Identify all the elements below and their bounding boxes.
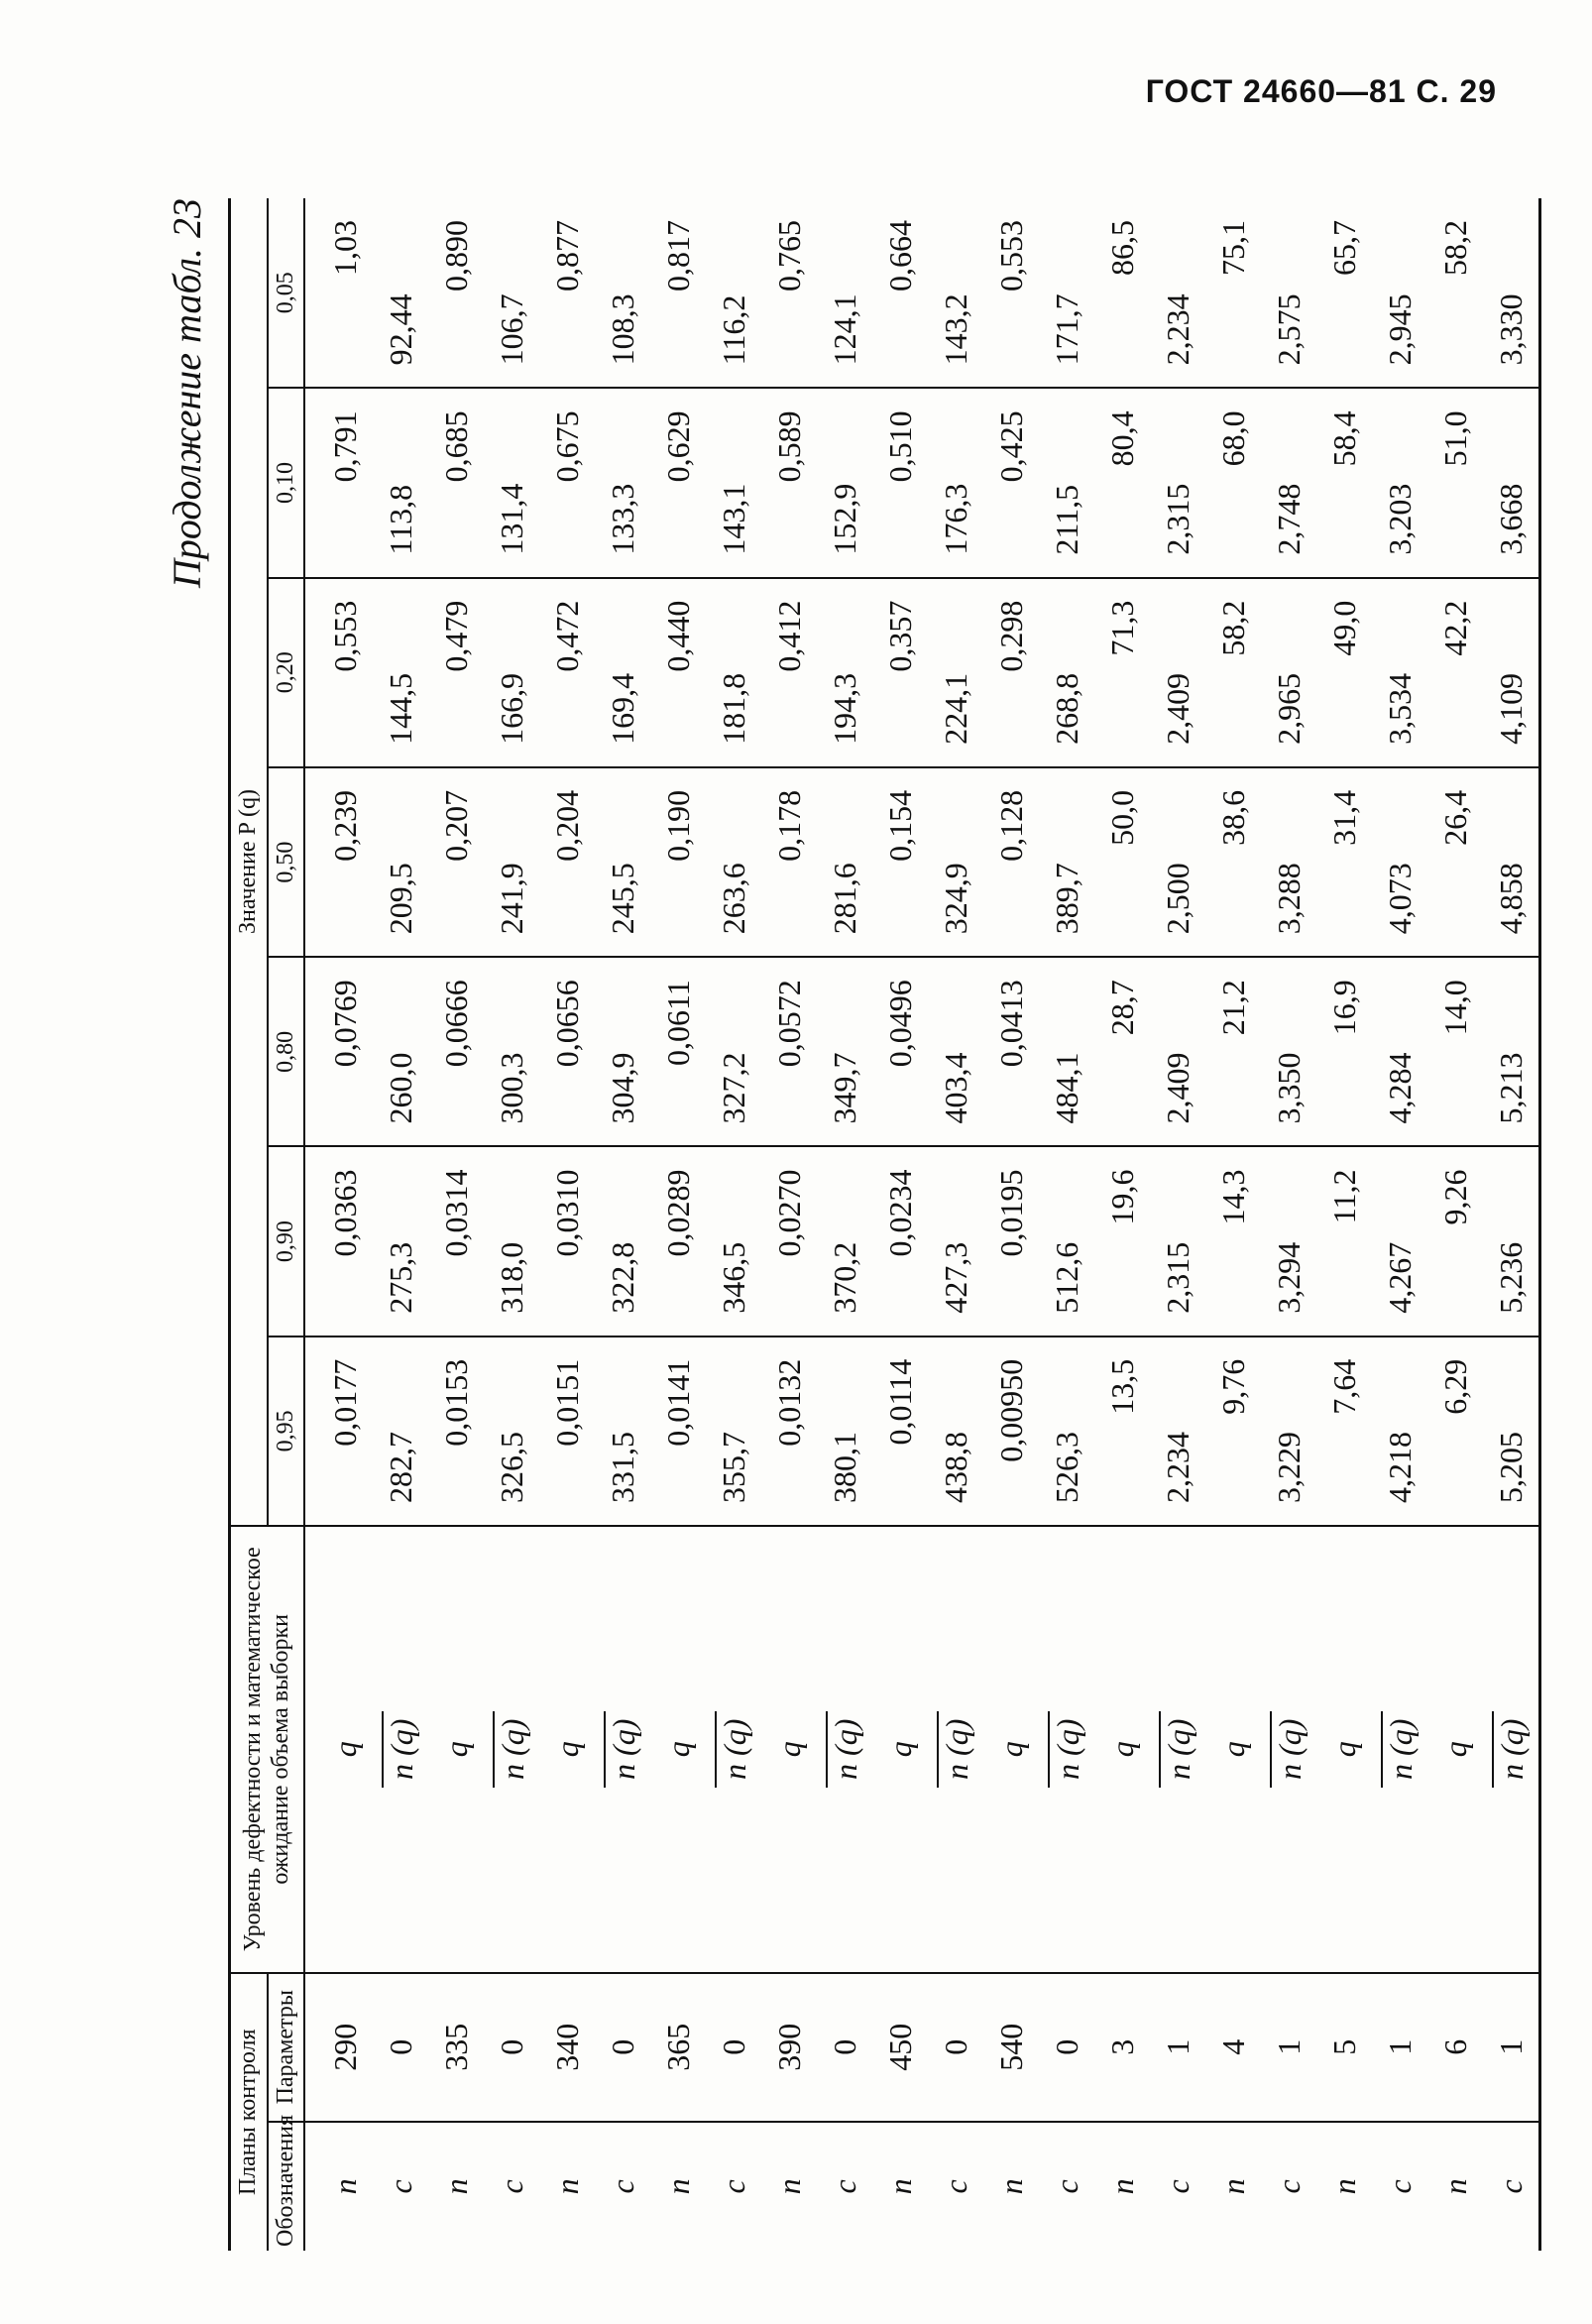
n-of-q-symbol: n (q) — [715, 1711, 753, 1788]
table-row — [872, 198, 928, 2251]
level-cell — [1150, 1526, 1205, 1973]
level-cell — [706, 1526, 761, 1973]
value-cell: 2,234 — [1150, 198, 1205, 388]
q-symbol: q — [659, 1741, 696, 1758]
value-cell: 0,0666 — [428, 957, 484, 1146]
designation-cell: c — [1492, 2179, 1529, 2194]
designation-cell: c — [1381, 2179, 1418, 2194]
value-cell: 0,472 — [539, 578, 595, 767]
level-cell — [1094, 1526, 1150, 1973]
designation-cell: n — [992, 2178, 1029, 2195]
value-cell: 2,409 — [1150, 957, 1205, 1146]
value-cell: 144,5 — [373, 578, 428, 767]
parameters-header: Параметры — [268, 1973, 305, 2122]
parameter-cell: 0 — [1039, 1973, 1094, 2122]
data-table — [228, 198, 1541, 2251]
table-row — [1427, 198, 1483, 2251]
value-cell: 13,5 — [1094, 1336, 1150, 1526]
level-cell — [817, 1526, 872, 1973]
value-cell: 282,7 — [373, 1336, 428, 1526]
table-row — [1316, 198, 1372, 2251]
value-cell: 0,178 — [761, 767, 817, 957]
value-cell: 75,1 — [1205, 198, 1261, 388]
level-cell — [428, 1526, 484, 1973]
value-cell: 389,7 — [1039, 767, 1094, 957]
values-group-header: Значение P (q) — [230, 198, 268, 1526]
table-row — [706, 198, 761, 2251]
value-cell: 0,0769 — [304, 957, 373, 1146]
designation-cell: n — [326, 2178, 363, 2195]
n-of-q-symbol: n (q) — [493, 1711, 531, 1788]
parameter-cell: 1 — [1483, 1973, 1540, 2122]
designation-cell: c — [1159, 2179, 1195, 2194]
value-cell: 5,236 — [1483, 1146, 1540, 1336]
value-cell: 152,9 — [817, 388, 872, 577]
parameter-cell: 0 — [706, 1973, 761, 2122]
value-cell: 71,3 — [1094, 578, 1150, 767]
value-cell: 355,7 — [706, 1336, 761, 1526]
value-cell: 0,675 — [539, 388, 595, 577]
value-cell: 0,0132 — [761, 1336, 817, 1526]
value-cell: 2,575 — [1261, 198, 1316, 388]
value-cell: 346,5 — [706, 1146, 761, 1336]
level-cell — [872, 1526, 928, 1973]
value-cell: 3,288 — [1261, 767, 1316, 957]
value-cell: 2,945 — [1372, 198, 1427, 388]
group-plans-header: Планы контроля — [230, 1973, 268, 2251]
q-symbol: q — [326, 1741, 363, 1758]
value-cell: 49,0 — [1316, 578, 1372, 767]
table-row — [1372, 198, 1427, 2251]
level-cell — [928, 1526, 983, 1973]
value-cell: 6,29 — [1427, 1336, 1483, 1526]
value-cell: 331,5 — [595, 1336, 650, 1526]
table-row — [817, 198, 872, 2251]
value-cell: 281,6 — [817, 767, 872, 957]
value-cell: 92,44 — [373, 198, 428, 388]
value-cell: 2,234 — [1150, 1336, 1205, 1526]
value-cell: 38,6 — [1205, 767, 1261, 957]
value-cell: 0,0141 — [650, 1336, 706, 1526]
designation-cell: n — [437, 2178, 474, 2195]
value-cell: 133,3 — [595, 388, 650, 577]
value-cell: 4,073 — [1372, 767, 1427, 957]
value-cell: 0,629 — [650, 388, 706, 577]
value-cell: 3,229 — [1261, 1336, 1316, 1526]
q-symbol: q — [770, 1741, 807, 1758]
table-row — [983, 198, 1039, 2251]
value-cell: 3,350 — [1261, 957, 1316, 1146]
p-level-header: 0,80 — [268, 957, 305, 1146]
value-cell: 14,0 — [1427, 957, 1483, 1146]
value-cell: 263,6 — [706, 767, 761, 957]
value-cell: 324,9 — [928, 767, 983, 957]
value-cell: 211,5 — [1039, 388, 1094, 577]
value-cell: 0,791 — [304, 388, 373, 577]
value-cell: 58,2 — [1427, 198, 1483, 388]
designation-cell: n — [659, 2178, 696, 2195]
q-symbol: q — [1214, 1741, 1251, 1758]
value-cell: 0,479 — [428, 578, 484, 767]
value-cell: 275,3 — [373, 1146, 428, 1336]
value-cell: 0,0363 — [304, 1146, 373, 1336]
value-cell: 2,748 — [1261, 388, 1316, 577]
table-row — [928, 198, 983, 2251]
parameter-cell: 3 — [1094, 1973, 1150, 2122]
table-row — [304, 198, 373, 2251]
value-cell: 16,9 — [1316, 957, 1372, 1146]
table-row — [1150, 198, 1205, 2251]
value-cell: 512,6 — [1039, 1146, 1094, 1336]
p-level-header: 0,10 — [268, 388, 305, 577]
value-cell: 14,3 — [1205, 1146, 1261, 1336]
value-cell: 0,589 — [761, 388, 817, 577]
value-cell: 526,3 — [1039, 1336, 1094, 1526]
value-cell: 0,204 — [539, 767, 595, 957]
value-cell: 0,0572 — [761, 957, 817, 1146]
table-row — [1483, 198, 1540, 2251]
table-caption: Продолжение табл. 23 — [165, 198, 209, 589]
value-cell: 318,0 — [484, 1146, 539, 1336]
value-cell: 4,267 — [1372, 1146, 1427, 1336]
value-cell: 9,26 — [1427, 1146, 1483, 1336]
value-cell: 51,0 — [1427, 388, 1483, 577]
q-symbol: q — [548, 1741, 585, 1758]
table-row — [373, 198, 428, 2251]
value-cell: 349,7 — [817, 957, 872, 1146]
designation-cell: n — [1214, 2178, 1251, 2195]
value-cell: 0,440 — [650, 578, 706, 767]
value-cell: 304,9 — [595, 957, 650, 1146]
value-cell: 26,4 — [1427, 767, 1483, 957]
value-cell: 3,203 — [1372, 388, 1427, 577]
parameter-cell: 290 — [304, 1973, 373, 2122]
designation-cell: c — [382, 2179, 418, 2194]
table-body — [304, 198, 1540, 2251]
value-cell: 0,0289 — [650, 1146, 706, 1336]
table-row — [650, 198, 706, 2251]
value-cell: 86,5 — [1094, 198, 1150, 388]
parameter-cell: 365 — [650, 1973, 706, 2122]
value-cell: 19,6 — [1094, 1146, 1150, 1336]
value-cell: 3,534 — [1372, 578, 1427, 767]
value-cell: 484,1 — [1039, 957, 1094, 1146]
p-level-header: 0,90 — [268, 1146, 305, 1336]
parameter-cell: 335 — [428, 1973, 484, 2122]
value-cell: 0,128 — [983, 767, 1039, 957]
table-row — [1039, 198, 1094, 2251]
parameter-cell: 5 — [1316, 1973, 1372, 2122]
designation-cell: n — [1103, 2178, 1140, 2195]
parameter-cell: 1 — [1150, 1973, 1205, 2122]
value-cell: 0,207 — [428, 767, 484, 957]
level-cell — [1316, 1526, 1372, 1973]
value-cell: 194,3 — [817, 578, 872, 767]
parameter-cell: 340 — [539, 1973, 595, 2122]
q-symbol: q — [881, 1741, 918, 1758]
value-cell: 0,357 — [872, 578, 928, 767]
designation-cell: n — [1325, 2178, 1362, 2195]
value-cell: 0,0114 — [872, 1336, 928, 1526]
p-level-header: 0,95 — [268, 1336, 305, 1526]
n-of-q-symbol: n (q) — [1159, 1711, 1197, 1788]
value-cell: 2,315 — [1150, 1146, 1205, 1336]
p-level-header: 0,05 — [268, 198, 305, 388]
p-level-header: 0,20 — [268, 578, 305, 767]
table-row — [484, 198, 539, 2251]
parameter-cell: 450 — [872, 1973, 928, 2122]
value-cell: 176,3 — [928, 388, 983, 577]
value-cell: 80,4 — [1094, 388, 1150, 577]
value-cell: 131,4 — [484, 388, 539, 577]
value-cell: 143,1 — [706, 388, 761, 577]
value-cell: 0,00950 — [983, 1336, 1039, 1526]
value-cell: 0,0496 — [872, 957, 928, 1146]
level-cell — [595, 1526, 650, 1973]
value-cell: 0,685 — [428, 388, 484, 577]
value-cell: 0,0314 — [428, 1146, 484, 1336]
value-cell: 0,0656 — [539, 957, 595, 1146]
value-cell: 0,553 — [304, 578, 373, 767]
value-cell: 0,0270 — [761, 1146, 817, 1336]
designation-cell: c — [493, 2179, 529, 2194]
value-cell: 9,76 — [1205, 1336, 1261, 1526]
level-cell — [1483, 1526, 1540, 1973]
page-header: ГОСТ 24660—81 С. 29 — [1145, 73, 1497, 109]
value-cell: 268,8 — [1039, 578, 1094, 767]
n-of-q-symbol: n (q) — [382, 1711, 420, 1788]
designation-cell: c — [715, 2179, 751, 2194]
value-cell: 260,0 — [373, 957, 428, 1146]
n-of-q-symbol: n (q) — [1270, 1711, 1308, 1788]
value-cell: 0,890 — [428, 198, 484, 388]
n-of-q-symbol: n (q) — [604, 1711, 642, 1788]
value-cell: 11,2 — [1316, 1146, 1372, 1336]
value-cell: 181,8 — [706, 578, 761, 767]
value-cell: 7,64 — [1316, 1336, 1372, 1526]
designation-cell: c — [826, 2179, 862, 2194]
value-cell: 0,0195 — [983, 1146, 1039, 1336]
level-cell — [539, 1526, 595, 1973]
rotated-table-area — [159, 198, 1530, 2251]
value-cell: 0,0153 — [428, 1336, 484, 1526]
q-symbol: q — [1436, 1741, 1473, 1758]
value-cell: 42,2 — [1427, 578, 1483, 767]
designation-cell: n — [548, 2178, 585, 2195]
value-cell: 0,154 — [872, 767, 928, 957]
designation-cell: n — [1436, 2178, 1473, 2195]
level-cell — [983, 1526, 1039, 1973]
value-cell: 322,8 — [595, 1146, 650, 1336]
table-row — [595, 198, 650, 2251]
value-cell: 4,109 — [1483, 578, 1540, 767]
value-cell: 1,03 — [304, 198, 373, 388]
value-cell: 403,4 — [928, 957, 983, 1146]
value-cell: 0,0151 — [539, 1336, 595, 1526]
value-cell: 5,205 — [1483, 1336, 1540, 1526]
level-cell — [484, 1526, 539, 1973]
value-cell: 113,8 — [373, 388, 428, 577]
value-cell: 0,0177 — [304, 1336, 373, 1526]
parameter-cell: 0 — [595, 1973, 650, 2122]
value-cell: 0,817 — [650, 198, 706, 388]
value-cell: 4,218 — [1372, 1336, 1427, 1526]
designations-header: Обозначения — [268, 2122, 305, 2251]
designation-cell: c — [604, 2179, 640, 2194]
value-cell: 50,0 — [1094, 767, 1150, 957]
value-cell: 0,190 — [650, 767, 706, 957]
value-cell: 4,858 — [1483, 767, 1540, 957]
q-symbol: q — [992, 1741, 1029, 1758]
table-row — [428, 198, 484, 2251]
table-row — [761, 198, 817, 2251]
value-cell: 0,765 — [761, 198, 817, 388]
n-of-q-symbol: n (q) — [1381, 1711, 1420, 1788]
level-cell — [761, 1526, 817, 1973]
value-cell: 0,664 — [872, 198, 928, 388]
level-cell — [1261, 1526, 1316, 1973]
parameter-cell: 540 — [983, 1973, 1039, 2122]
value-cell: 2,500 — [1150, 767, 1205, 957]
value-cell: 28,7 — [1094, 957, 1150, 1146]
designation-cell: c — [937, 2179, 973, 2194]
value-cell: 3,294 — [1261, 1146, 1316, 1336]
value-cell: 2,965 — [1261, 578, 1316, 767]
value-cell: 21,2 — [1205, 957, 1261, 1146]
designation-cell: n — [881, 2178, 918, 2195]
value-cell: 241,9 — [484, 767, 539, 957]
value-cell: 0,877 — [539, 198, 595, 388]
value-cell: 209,5 — [373, 767, 428, 957]
parameter-cell: 0 — [373, 1973, 428, 2122]
parameter-cell: 0 — [928, 1973, 983, 2122]
level-cell — [1205, 1526, 1261, 1973]
parameter-cell: 6 — [1427, 1973, 1483, 2122]
value-cell: 2,315 — [1150, 388, 1205, 577]
value-cell: 143,2 — [928, 198, 983, 388]
q-symbol: q — [1103, 1741, 1140, 1758]
value-cell: 427,3 — [928, 1146, 983, 1336]
parameter-cell: 4 — [1205, 1973, 1261, 2122]
designation-cell: c — [1270, 2179, 1307, 2194]
value-cell: 0,510 — [872, 388, 928, 577]
value-cell: 0,0310 — [539, 1146, 595, 1336]
level-cell — [1372, 1526, 1427, 1973]
value-cell: 380,1 — [817, 1336, 872, 1526]
value-cell: 224,1 — [928, 578, 983, 767]
value-cell: 326,5 — [484, 1336, 539, 1526]
value-cell: 0,0234 — [872, 1146, 928, 1336]
value-cell: 108,3 — [595, 198, 650, 388]
value-cell: 124,1 — [817, 198, 872, 388]
table-row — [1261, 198, 1316, 2251]
value-cell: 245,5 — [595, 767, 650, 957]
level-header: Уровень дефектности и математическое ожидание объема выборки — [230, 1526, 305, 1973]
value-cell: 2,409 — [1150, 578, 1205, 767]
table-row — [1205, 198, 1261, 2251]
value-cell: 58,4 — [1316, 388, 1372, 577]
value-cell: 327,2 — [706, 957, 761, 1146]
designation-cell: n — [770, 2178, 807, 2195]
value-cell: 438,8 — [928, 1336, 983, 1526]
value-cell: 0,0611 — [650, 957, 706, 1146]
level-cell — [1039, 1526, 1094, 1973]
value-cell: 0,0413 — [983, 957, 1039, 1146]
parameter-cell: 1 — [1372, 1973, 1427, 2122]
table-row — [539, 198, 595, 2251]
value-cell: 68,0 — [1205, 388, 1261, 577]
value-cell: 370,2 — [817, 1146, 872, 1336]
parameter-cell: 0 — [817, 1973, 872, 2122]
value-cell: 65,7 — [1316, 198, 1372, 388]
n-of-q-symbol: n (q) — [937, 1711, 975, 1788]
value-cell: 0,298 — [983, 578, 1039, 767]
level-cell — [650, 1526, 706, 1973]
value-cell: 5,213 — [1483, 957, 1540, 1146]
value-cell: 106,7 — [484, 198, 539, 388]
table-row — [1094, 198, 1150, 2251]
value-cell: 171,7 — [1039, 198, 1094, 388]
n-of-q-symbol: n (q) — [1048, 1711, 1086, 1788]
value-cell: 31,4 — [1316, 767, 1372, 957]
value-cell: 0,412 — [761, 578, 817, 767]
parameter-cell: 1 — [1261, 1973, 1316, 2122]
q-symbol: q — [437, 1741, 474, 1758]
value-cell: 166,9 — [484, 578, 539, 767]
parameter-cell: 0 — [484, 1973, 539, 2122]
level-cell — [304, 1526, 373, 1973]
value-cell: 300,3 — [484, 957, 539, 1146]
designation-cell: c — [1048, 2179, 1084, 2194]
q-symbol: q — [1325, 1741, 1362, 1758]
value-cell: 4,284 — [1372, 957, 1427, 1146]
value-cell: 3,668 — [1483, 388, 1540, 577]
value-cell: 0,553 — [983, 198, 1039, 388]
value-cell: 0,239 — [304, 767, 373, 957]
n-of-q-symbol: n (q) — [1492, 1711, 1531, 1788]
value-cell: 0,425 — [983, 388, 1039, 577]
value-cell: 58,2 — [1205, 578, 1261, 767]
level-cell — [1427, 1526, 1483, 1973]
n-of-q-symbol: n (q) — [826, 1711, 864, 1788]
p-level-header: 0,50 — [268, 767, 305, 957]
value-cell: 169,4 — [595, 578, 650, 767]
value-cell: 116,2 — [706, 198, 761, 388]
parameter-cell: 390 — [761, 1973, 817, 2122]
value-cell: 3,330 — [1483, 198, 1540, 388]
level-cell — [373, 1526, 428, 1973]
